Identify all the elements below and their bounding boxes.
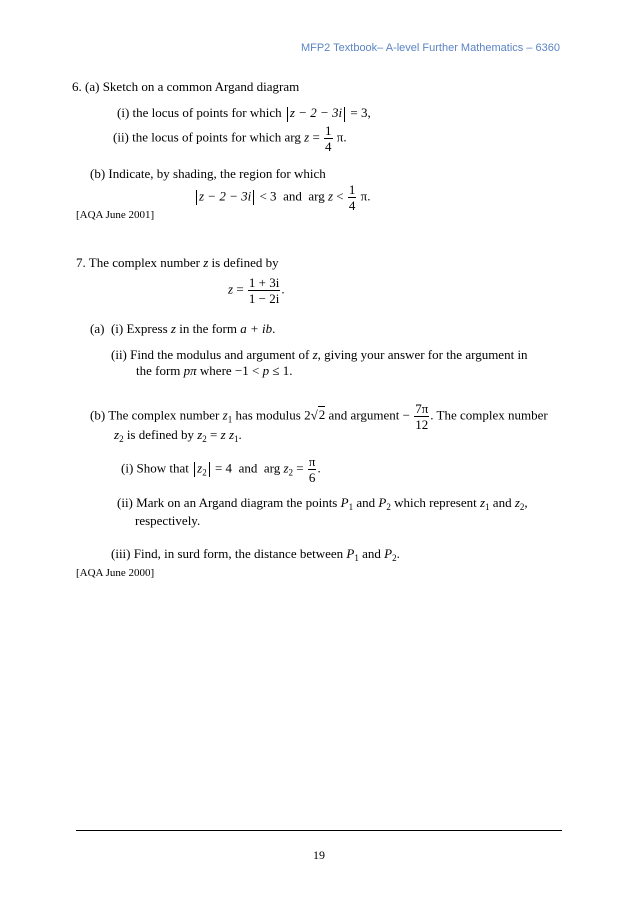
subpart-text: , giving your answer for the argument in bbox=[317, 347, 528, 362]
math-variable: z bbox=[479, 495, 486, 510]
sqrt-sign: √ bbox=[310, 407, 318, 423]
subscript: 1 bbox=[227, 414, 233, 425]
part-text: and argument bbox=[328, 407, 400, 423]
q6-part-a-line bbox=[72, 80, 299, 93]
subpart-text: the locus of points for which bbox=[132, 105, 282, 120]
subscript: 1 bbox=[234, 434, 239, 444]
question-number: 6. bbox=[72, 79, 82, 94]
page-header: MFP2 Textbook– A-level Further Mathematics – 6360 bbox=[300, 42, 560, 54]
question-number: 7. bbox=[76, 255, 86, 270]
subscript: 2 bbox=[386, 502, 391, 512]
math-variable: z bbox=[312, 347, 318, 362]
q7-a-i-line bbox=[90, 322, 275, 335]
math-operator: = bbox=[312, 129, 320, 145]
sqrt-radicand: 2 bbox=[318, 407, 326, 423]
math-variable: P bbox=[340, 495, 349, 510]
q6-a-i-line bbox=[117, 106, 371, 122]
fraction bbox=[324, 124, 333, 153]
math-variable: z bbox=[114, 427, 120, 442]
fraction-numerator: 1 bbox=[325, 123, 332, 138]
math-variable: z bbox=[283, 460, 289, 476]
subpart-text: Find, in surd form, the distance between bbox=[133, 546, 344, 561]
math-operator: < bbox=[336, 188, 344, 204]
q7-b-ii-line bbox=[117, 496, 528, 512]
q6-b-condition bbox=[194, 183, 370, 212]
math-expression: a + ib bbox=[240, 321, 273, 336]
subpart-text: the locus of points for which bbox=[132, 129, 282, 145]
math-expression: pπ bbox=[183, 363, 197, 378]
math-punctuation: , bbox=[524, 495, 528, 510]
part-text: . The complex number bbox=[430, 407, 548, 423]
abs-bar bbox=[196, 190, 197, 205]
fraction-numerator: π bbox=[308, 454, 316, 469]
part-text: Sketch on a common Argand diagram bbox=[102, 79, 300, 94]
subpart-label: (ii) bbox=[113, 129, 129, 145]
subscript: 2 bbox=[119, 434, 124, 444]
math-expression: π. bbox=[336, 129, 347, 145]
subscript: 1 bbox=[485, 502, 490, 512]
abs-bar bbox=[209, 462, 210, 477]
fraction-denominator: 12 bbox=[415, 417, 429, 432]
math-variable: z bbox=[222, 407, 228, 423]
subpart-label: (i) bbox=[117, 105, 130, 120]
subscript: 2 bbox=[519, 502, 525, 512]
math-connector: and bbox=[238, 460, 258, 476]
math-connector: and bbox=[283, 188, 302, 204]
subpart-label: (i) bbox=[110, 321, 124, 336]
subpart-text: in the form bbox=[179, 321, 237, 336]
math-punctuation: . bbox=[317, 460, 321, 476]
math-variable: z bbox=[228, 281, 234, 297]
subscript: 1 bbox=[354, 553, 359, 563]
subscript: 2 bbox=[202, 467, 207, 478]
fraction-numerator: 1 + 3i bbox=[248, 275, 280, 290]
math-punctuation: . bbox=[238, 427, 242, 442]
part-label: (b) bbox=[90, 407, 106, 423]
subpart-text: Express bbox=[126, 321, 168, 336]
fraction bbox=[308, 455, 317, 484]
footer-divider bbox=[76, 830, 562, 831]
q7-definition bbox=[228, 276, 285, 305]
subpart-label: (ii) bbox=[117, 495, 133, 510]
math-expression: = 3, bbox=[350, 105, 371, 120]
q7-b-ii-line2: respectively. bbox=[135, 513, 201, 528]
part-label: (a) bbox=[90, 321, 105, 336]
fraction bbox=[348, 183, 357, 212]
math-expression: z − 2 − 3i bbox=[199, 188, 252, 204]
math-variable: z bbox=[304, 129, 310, 145]
math-variable: z bbox=[228, 427, 234, 442]
part-text: is defined by bbox=[126, 427, 194, 442]
math-variable: z bbox=[197, 427, 203, 442]
fraction-numerator: 1 bbox=[348, 182, 356, 197]
fraction bbox=[414, 402, 429, 431]
math-expression: = 4 bbox=[214, 460, 233, 476]
q6-source: [AQA June 2001] bbox=[76, 209, 155, 221]
abs-bar bbox=[344, 107, 345, 122]
math-expression: arg bbox=[263, 460, 281, 476]
part-text: has modulus bbox=[235, 407, 301, 423]
subscript: 2 bbox=[288, 467, 294, 478]
math-expression: 2 bbox=[304, 407, 311, 423]
math-punctuation: . bbox=[396, 546, 400, 561]
q6-part-b-line bbox=[90, 167, 326, 180]
subpart-text: Find the modulus and argument of bbox=[130, 347, 310, 362]
math-operator: = bbox=[210, 427, 218, 442]
math-variable: P bbox=[346, 546, 355, 561]
math-punctuation: . bbox=[281, 281, 285, 297]
subpart-text: Mark on an Argand diagram the points bbox=[136, 495, 338, 510]
abs-bar bbox=[287, 107, 288, 122]
fraction-denominator: 1 − 2i bbox=[248, 291, 280, 306]
math-operator: = bbox=[236, 281, 244, 297]
part-label: (a) bbox=[85, 79, 100, 94]
fraction-denominator: 4 bbox=[348, 198, 356, 213]
math-variable: z bbox=[170, 321, 176, 336]
math-expression: z − 2 − 3i bbox=[289, 105, 343, 120]
part-text: The complex number bbox=[108, 407, 220, 423]
fraction-numerator: 7π bbox=[415, 401, 429, 416]
q7-source: [AQA June 2000] bbox=[76, 567, 155, 579]
q7-intro-line bbox=[76, 256, 279, 269]
math-expression: −1 < bbox=[234, 363, 260, 378]
subscript: 2 bbox=[202, 434, 207, 444]
math-operator: = bbox=[296, 460, 304, 476]
fraction-denominator: 4 bbox=[325, 139, 332, 154]
question-text: is defined by bbox=[211, 255, 279, 270]
math-expression: arg bbox=[284, 129, 301, 145]
subpart-text: and bbox=[356, 495, 376, 510]
math-variable: z bbox=[220, 427, 226, 442]
subpart-text: Show that bbox=[136, 460, 189, 476]
subscript: 2 bbox=[392, 553, 397, 563]
q6-a-ii-line bbox=[113, 124, 347, 153]
math-expression: < 3 bbox=[259, 188, 277, 204]
subpart-text: and bbox=[362, 546, 381, 561]
subscript: 1 bbox=[348, 502, 354, 512]
math-punctuation: . bbox=[272, 321, 276, 336]
math-variable: z bbox=[197, 460, 203, 476]
math-variable: z bbox=[203, 255, 209, 270]
fraction bbox=[248, 276, 280, 305]
subpart-text: where bbox=[199, 363, 232, 378]
subpart-label: (ii) bbox=[111, 347, 127, 362]
subpart-text: which represent bbox=[394, 495, 477, 510]
q7-a-ii-line bbox=[111, 348, 528, 361]
math-variable: p bbox=[262, 363, 270, 378]
question-text: The complex number bbox=[88, 255, 200, 270]
part-text: Indicate, by shading, the region for which bbox=[108, 166, 326, 181]
math-variable: P bbox=[378, 495, 387, 510]
math-variable: P bbox=[384, 546, 393, 561]
abs-bar bbox=[253, 190, 254, 205]
math-variable: z bbox=[514, 495, 520, 510]
part-label: (b) bbox=[90, 166, 106, 181]
q7-b-i-line bbox=[121, 455, 321, 484]
q7-b-iii-line bbox=[111, 547, 400, 563]
abs-bar bbox=[194, 462, 195, 477]
subpart-label: (i) bbox=[121, 460, 134, 476]
math-expression: ≤ 1. bbox=[272, 363, 293, 378]
math-expression: arg bbox=[308, 188, 325, 204]
q7-b-line2 bbox=[114, 428, 242, 444]
page-number: 19 bbox=[313, 848, 325, 862]
math-variable: z bbox=[327, 188, 334, 204]
subpart-text: the form bbox=[136, 363, 181, 378]
math-expression: π. bbox=[360, 188, 371, 204]
math-operator: − bbox=[402, 407, 410, 423]
fraction-denominator: 6 bbox=[308, 470, 316, 485]
subpart-label: (iii) bbox=[111, 546, 131, 561]
subpart-text: and bbox=[492, 495, 512, 510]
q7-a-ii-line2 bbox=[136, 364, 293, 377]
